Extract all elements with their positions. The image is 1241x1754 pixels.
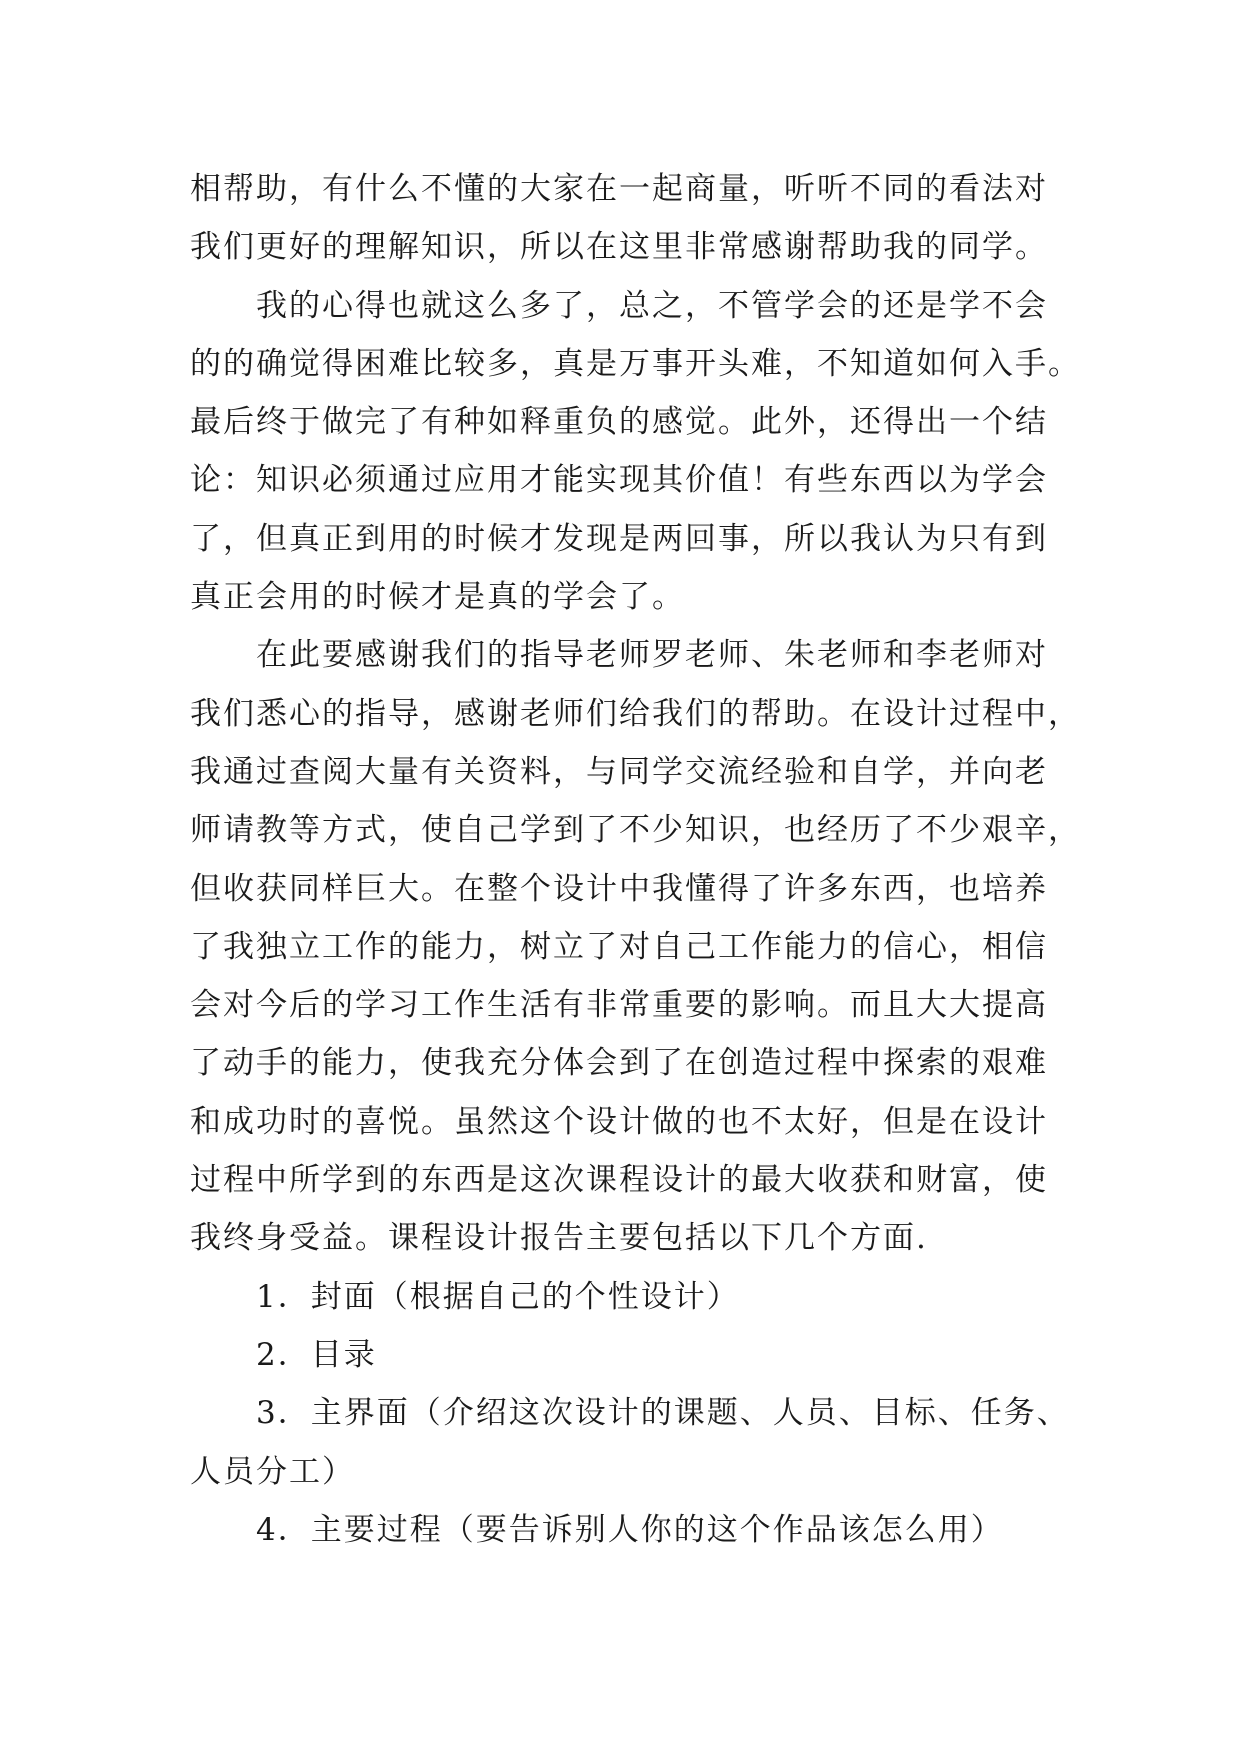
text-line: 的的确觉得困难比较多，真是万事开头难，不知道如何入手。 [190, 345, 1081, 382]
text-line: 和成功时的喜悦。虽然这个设计做的也不太好，但是在设计 [190, 1103, 1048, 1140]
text-line: 师请教等方式，使自己学到了不少知识，也经历了不少艰辛， [190, 812, 1081, 849]
text-line: 我通过查阅大量有关资料，与同学交流经验和自学，并向老 [190, 753, 1048, 790]
text-line: 我终身受益。课程设计报告主要包括以下几个方面. [190, 1220, 928, 1257]
body-text [190, 160, 1081, 1559]
text-line: 了，但真正到用的时候才发现是两回事，所以我认为只有到 [190, 520, 1048, 557]
paragraph-start-line: 我的心得也就这么多了，总之，不管学会的还是学不会 [256, 287, 1048, 324]
text-line: 我们悉心的指导，感谢老师们给我们的帮助。在设计过程中， [190, 695, 1081, 732]
text-line: 真正会用的时候才是真的学会了。 [190, 579, 685, 616]
text-line: 了动手的能力，使我充分体会到了在创造过程中探索的艰难 [190, 1045, 1048, 1082]
text-line: 会对今后的学习工作生活有非常重要的影响。而且大大提高 [190, 987, 1048, 1024]
list-item-continuation: 人员分工） [190, 1453, 355, 1490]
list-item: 3．主界面（介绍这次设计的课题、人员、目标、任务、 [256, 1395, 1070, 1432]
text-line: 论：知识必须通过应用才能实现其价值！有些东西以为学会 [190, 462, 1048, 499]
paragraph-start-line: 在此要感谢我们的指导老师罗老师、朱老师和李老师对 [256, 637, 1048, 674]
text-line: 我们更好的理解知识，所以在这里非常感谢帮助我的同学。 [190, 229, 1048, 266]
list-item: 2．目录 [256, 1336, 377, 1373]
text-line: 最后终于做完了有种如释重负的感觉。此外，还得出一个结 [190, 404, 1048, 441]
text-line: 了我独立工作的能力，树立了对自己工作能力的信心，相信 [190, 928, 1048, 965]
text-line: 相帮助，有什么不懂的大家在一起商量，听听不同的看法对 [190, 171, 1048, 207]
list-item: 1．封面（根据自己的个性设计） [256, 1278, 740, 1315]
text-line: 但收获同样巨大。在整个设计中我懂得了许多东西，也培养 [190, 870, 1048, 907]
list-item: 4．主要过程（要告诉别人你的这个作品该怎么用） [256, 1511, 1004, 1548]
text-line: 过程中所学到的东西是这次课程设计的最大收获和财富，使 [190, 1162, 1048, 1199]
